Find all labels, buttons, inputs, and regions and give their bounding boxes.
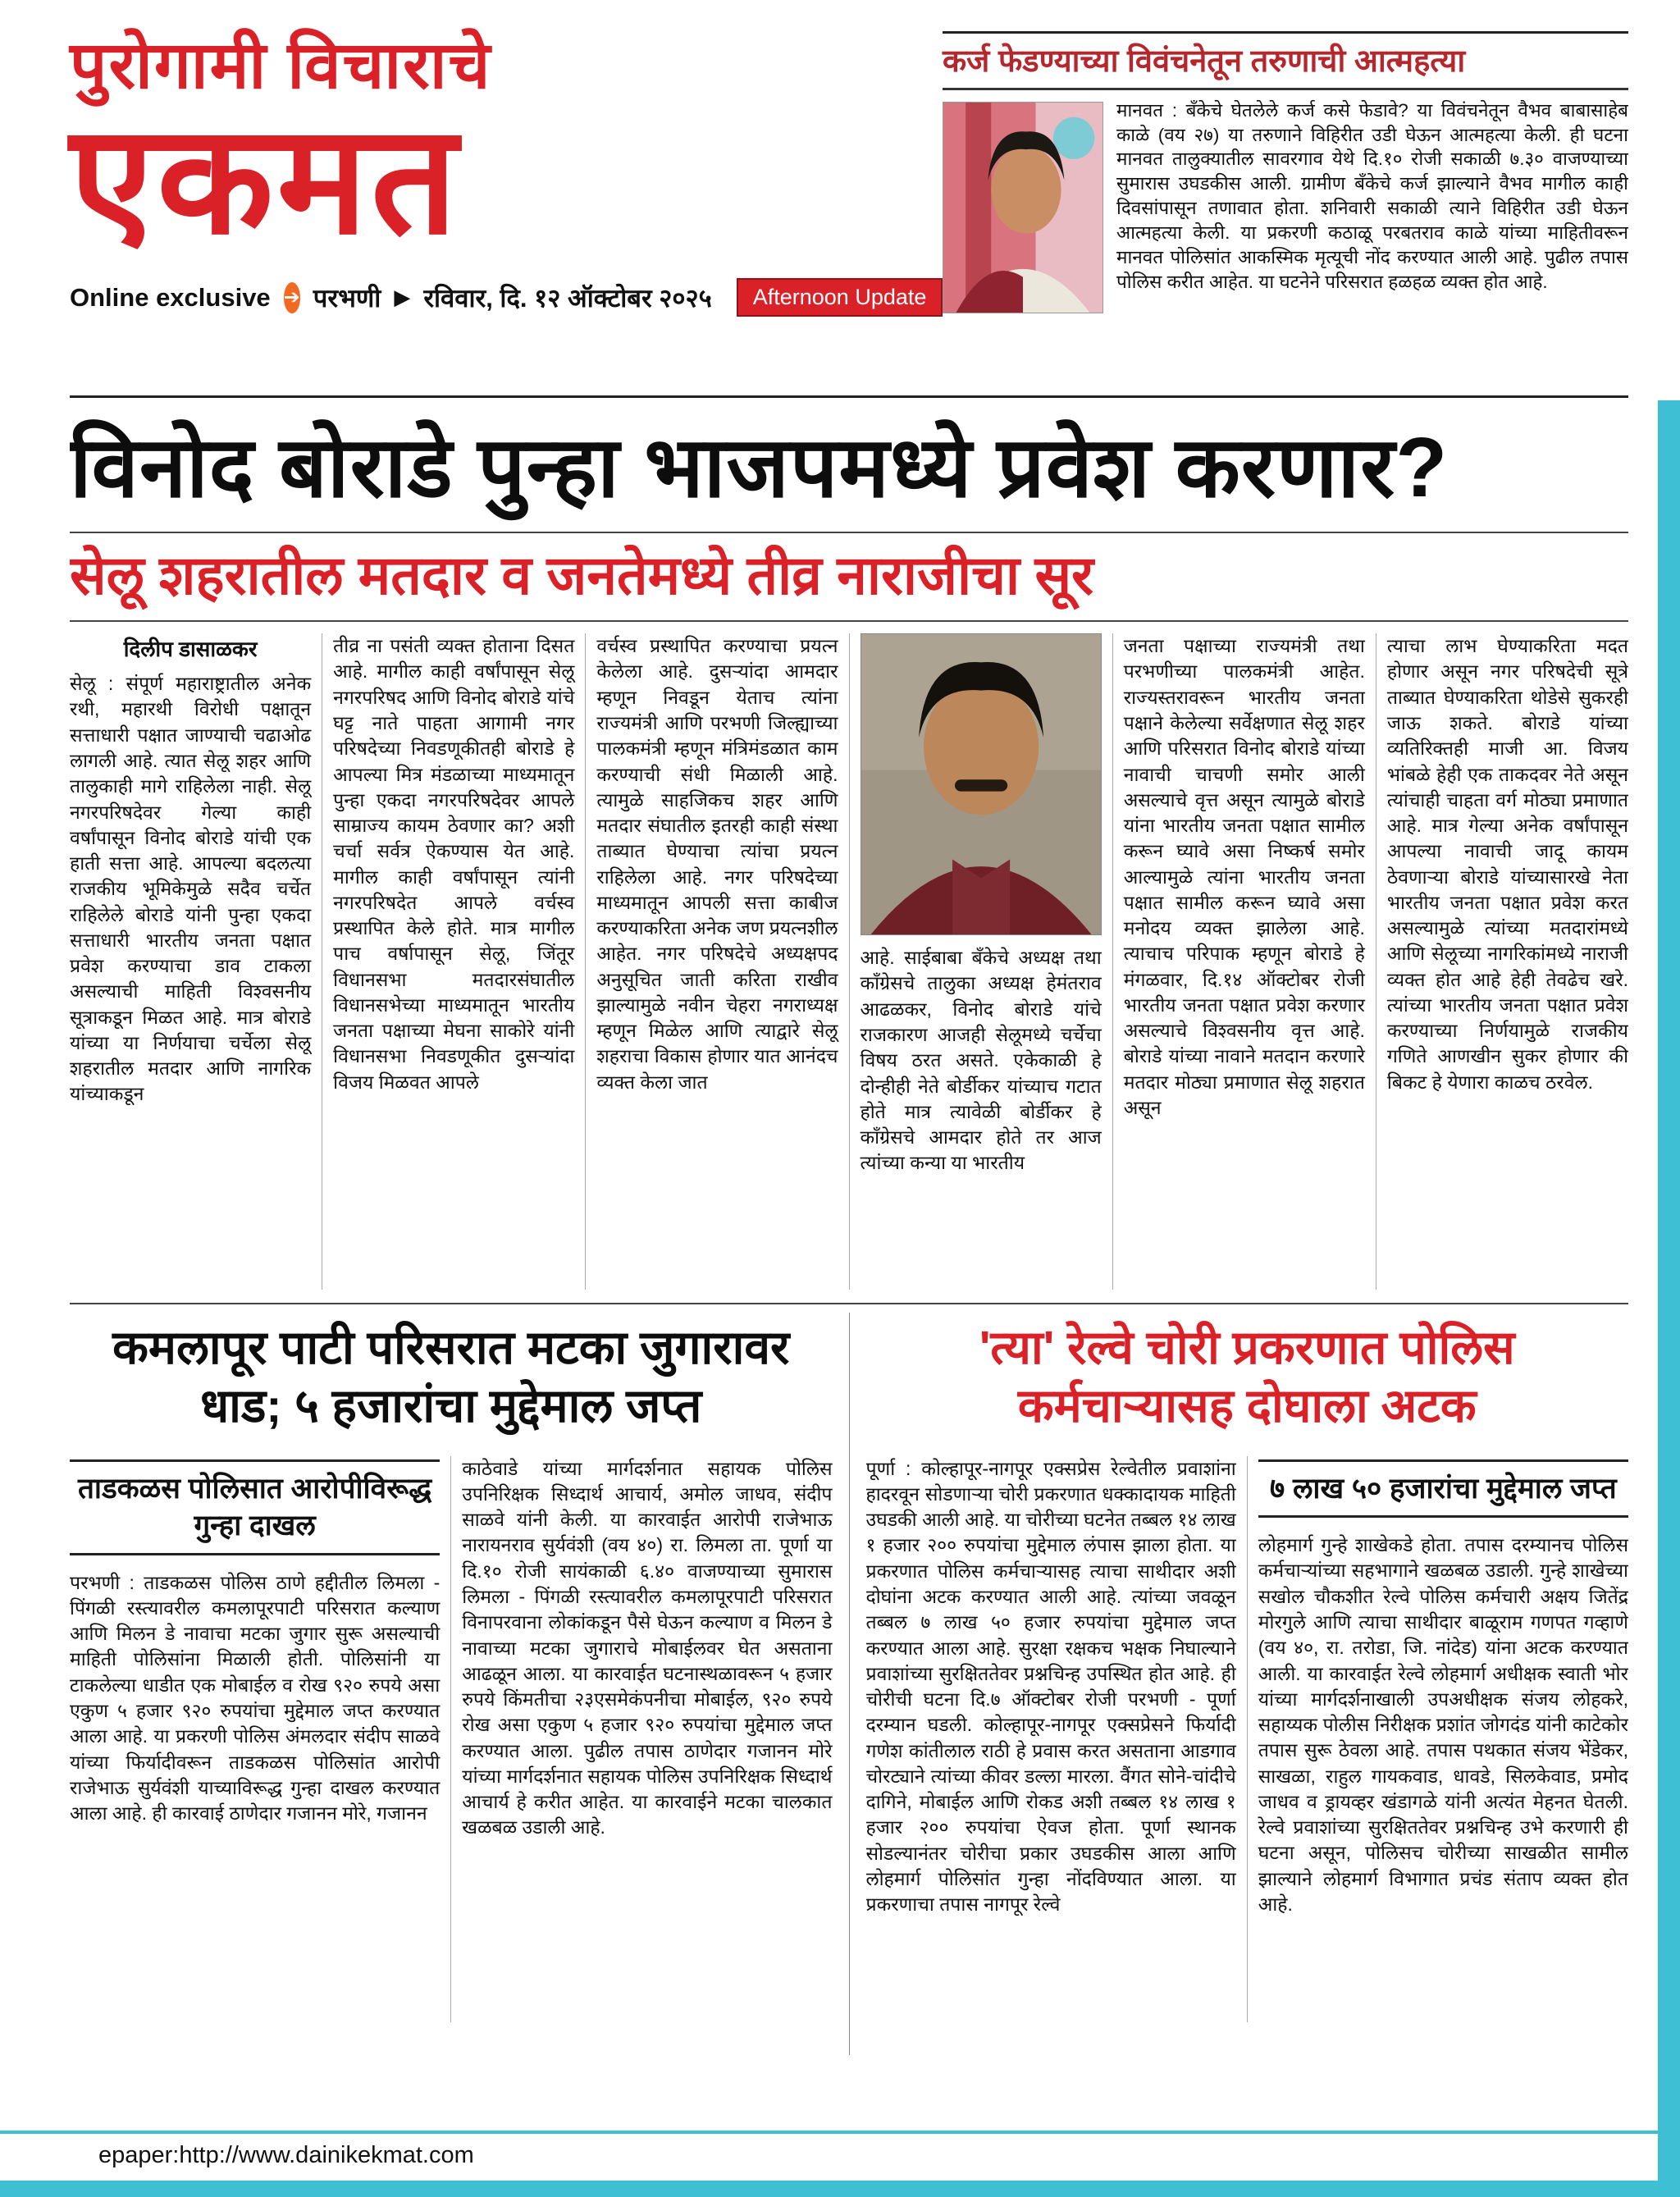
byline: दिलीप डासाळकर [123,637,258,662]
railway-column-1 [866,1456,1247,2022]
masthead [70,31,943,395]
railway-article-columns [866,1456,1629,2022]
matka-article-headline: कमलापूर पाटी परिसरात मटका जुगारावर धाड; ५ हजारांचा मुद्देमाल जप्त [112,1322,790,1433]
top-right-article [943,31,1628,395]
footer-top-line [0,2131,1680,2134]
sub-headline: सेलू शहरातील मतदार व जनतेमध्ये तीव्र नाराजीचा सूर [70,545,1094,606]
article-column-1 [70,633,322,1290]
article-column-4 [849,633,1112,1290]
footer [0,2131,1680,2197]
main-headline: विनोद बोराडे पुन्हा भाजपमध्ये प्रवेश करणार? [70,420,1449,514]
date-label: रविवार, दि. १२ ऑक्टोबर २०२५ [423,283,712,313]
masthead-title: एकमत [70,96,461,265]
subheadline-bottom-rule [70,620,1628,622]
column-text: काठेवाडे यांच्या मार्गदर्शनात सहायक पोलिस उपनिरिक्षक सिध्दार्थ आचार्य, अमोल जाधव, संदीप साळवे यांनी केली. या कारवाईत आरोपी राजेभाऊ नारायनराव सुर्यवंशी (वय ४०) रा. लिमला ता. पूर्णा या दि.१० रोजी सायंकाळी ६.४० वाजण्याच्या सुमारास लिमला - पिंगळी रस्त्यावरील कमलापूरपाटी परिसरात विनापरवाना लोकांकडून पैसे घेऊन कल्याण व मिलन डे नावाच्या मटका जुगाराचे मोबाईलवर घेत असताना आढळून आला. या कारवाईत घटनास्थळावरून ५ हजार रुपये किंमतीचा २३एसमेकंपनीचा मोबाईल, ९२० रुपये रोख असा एकुण ५ हजार ९२० रुपयांचा मुद्देमाल जप्त करण्यात आला. पुढील तपास ठाणेदार गजानन मोरे यांच्या मार्गदर्शनात सहायक पोलिस उपनिरिक्षक सिध्दार्थ आचार्य हे करीत आहेत. या कारवाईने मटका चालकात खळबळ उडाली आहे. [462,1457,833,1838]
column-text: त्याचा लाभ घेण्याकरिता मदत होणार असून नगर परिषदेची सूत्रे ताब्यात घेण्याकरिता थोडेसे सुकरही जाऊ शकते. बोराडे यांच्या व्यतिरिक्तही माजी आ. विजय भांबळे हेही एक ताकदवर नेते असून त्यांचाही चाहता वर्ग मोठ्या प्रमाणात आहे. मात्र गेल्या अनेक वर्षांपासून आपल्या नावाची जादू कायम ठेवणाऱ्या बोराडे यांच्यासारखे नेता भारतीय जनता पक्षात प्रवेश करत असल्यामुळे त्यांच्या मतदारांमध्ये आणि सेलूच्या नागरिकांमध्ये नाराजी व्यक्त होत आहे हेही तेवढेच खरे. त्यांच्या भारतीय जनता पक्षात प्रवेश करण्याच्या निर्णयामुळे राजकीय गणिते आणखीन सुकर होणार की बिकट हे येणारा काळच ठरवेल. [1386,635,1628,1093]
railway-column-2 [1247,1456,1628,2022]
matka-subhead-box [70,1459,440,1555]
article-column-2 [322,633,585,1290]
article-column-5 [1112,633,1376,1290]
triangle-icon: ▶ [394,285,411,309]
header [70,0,1628,395]
column-text: जनता पक्षाच्या राज्यमंत्री तथा परभणीच्या पालकमंत्री आहेत. राज्यस्तरावरून भारतीय जनता पक्षाने केलेल्या सर्वेक्षणात सेलू शहर आणि परिसरात विनोद बोराडे यांच्या नावाची चाचणी समोर आली असल्याचे वृत्त असून त्यामुळे बोराडे यांना भारतीय जनता पक्षात सामील करून घ्यावे असा निष्कर्ष समोर आल्यामुळे त्यांना भारतीय जनता पक्षात सामील करून घ्यावे असा मनोदय व्यक्त झालेला आहे. त्याचाच परिपाक म्हणून बोराडे हे मंगळवार, दि.१४ ऑक्टोबर रोजी भारतीय जनता पक्षात प्रवेश करणार असल्याचे विश्वसनीय वृत्त आहे. बोराडे यांच्या नावाने मतदान करणारे मतदार मोठ्या प्रमाणात सेलू शहरात असून [1123,635,1365,1118]
column-text: सेलू : संपूर्ण महाराष्ट्रातील अनेक रथी, महारथी विरोधी पक्षातून सत्ताधारी पक्षात जाण्याची चढाओढ लागली आहे. त्यात सेलू शहर आणि तालुकाही मागे राहिलेला नाही. सेलू नगरपरिषदेवर गेल्या काही वर्षांपासून विनोद बोराडे यांची एक हाती सत्ता आहे. आपल्या बदलत्या राजकीय भूमिकेमुळे सदैव चर्चेत राहिलेले बोराडे यांनी पुन्हा एकदा सत्ताधारी भारतीय जनता पक्षात प्रवेश करण्याचा डाव टाकला असल्याची माहिती विश्वसनीय सूत्राकडून मिळत आहे. मात्र बोराडे यांच्या या निर्णयाचा चर्चेला सेलू शहरातील मतदार आणि नागरिक यांच्याकडून [70,673,312,1105]
matka-raid-article [70,1313,849,2055]
main-article-columns [70,633,1628,1290]
column-text: पूर्णा : कोल्हापूर-नागपूर एक्सप्रेस रेल्वेतील प्रवाशांना हादरवून सोडणाऱ्या चोरी प्रकरणात धक्कादायक माहिती उघडकी आली आहे. या चोरीच्या घटनेत तब्बल १४ लाख १ हजार २०० रुपयांचा मुद्देमाल लंपास झाला होता. या प्रकरणात पोलिस कर्मचाऱ्यासह त्याचा साथीदार अशी दोघांना अटक करण्यात आली आहे. त्यांच्या जवळून तब्बल ७ लाख ५० हजार रुपयांचा मुद्देमाल जप्त करण्यात आला आहे. सुरक्षा रक्षकच भक्षक निघाल्याने प्रवाशांच्या सुरक्षिततेवर प्रश्नचिन्ह उपस्थित होत आहे. ही चोरीची घटना दि.७ ऑक्टोबर रोजी परभणी - पूर्णा दरम्यान घडली. कोल्हापूर-नागपूर एक्सप्रेसने फिर्यादी गणेश कांतीलाल राठी हे प्रवास करत असताना आडगाव चोरट्याने त्यांच्या कीवर डल्ला मारला. वैंगत सोने-चांदीचे दागिने, मोबाईल आणि रोकड अशी तब्बल १४ लाख १ हजार २०० रुपयांचा ऐवज होता. पूर्णा स्थानक सोडल्यानंतर चोरीचा प्रकार उघडकीस आला आणि लोहमार्ग पोलिसांत गुन्हा नोंदविण्यात आला. या प्रकरणाचा तपास नागपूर रेल्वे [865,1457,1236,1916]
afternoon-update-badge: Afternoon Update [737,278,943,317]
article-column-3 [585,633,848,1290]
top-article-headline: कर्ज फेडण्याच्या विवंचनेतून तरुणाची आत्महत्या [943,43,1628,90]
circle-arrow-icon: ➔ [284,282,300,313]
matka-subhead: ताडकळस पोलिसात आरोपीविरूद्ध गुन्हा दाखल [77,1472,432,1542]
matka-article-columns [70,1456,833,2022]
epaper-link[interactable]: epaper:http://www.dainikekmat.com [98,2142,474,2168]
column-text: तीव्र ना पसंती व्यक्त होताना दिसत आहे. मागील काही वर्षांपासून सेलू नगरपरिषद आणि विनोद बोराडे यांचे घट्ट नाते पाहता आगामी नगर परिषदेच्या निवडणूकीतही बोराडे हे आपल्या मित्र मंडळाच्या माध्यमातून पुन्हा एकदा नगरपरिषदेवर आपले साम्राज्य कायम ठेवणार का? अशी चर्चा सर्वत्र ऐकण्यास येत आहे. मागील काही वर्षांपासून त्यांनी नगरपरिषदेत आपले वर्चस्व प्रस्थापित केले होते. मात्र मागील पाच वर्षापासून सेलू, जिंतूर विधानसभा मतदारसंघातील विधानसभेच्या माध्यमातून भारतीय जनता पक्षाच्या मेघना साकोरे यांनी विधानसभा निवडणूकीत दुसऱ्यांदा विजय मिळवत आपले [333,635,575,1093]
matka-column-1 [70,1456,450,2022]
railway-article-headline: 'त्या' रेल्वे चोरी प्रकरणात पोलिस कर्मचाऱ्यासह दोघाला अटक [979,1322,1515,1433]
location-label: परभणी [313,283,381,313]
bottom-section [70,1313,1628,2055]
railway-theft-article [849,1313,1629,2055]
online-exclusive-label: Online exclusive [70,282,271,312]
column-text: वर्चस्व प्रस्थापित करण्याचा प्रयत्न केलेला आहे. दुसऱ्यांदा आमदार म्हणून निवडून येताच त्यांना राज्यमंत्री आणि परभणी जिल्ह्याच्या पालकमंत्री म्हणून मंत्रिमंडळात काम करण्याची संधी मिळाली आहे. त्यामुळे साहजिकच शहर आणि मतदार संघातील इतरही काही संस्था ताब्यात घेण्याचा त्यांचा प्रयत्न राहिलेला आहे. नगर परिषदेच्या माध्यमातून आपली सत्ता काबीज करण्याकरिता अनेक जण प्रयत्नशील आहेत. नगर परिषदेचे अध्यक्षपद अनुसूचित जाती करिता राखीव झाल्यामुळे नवीन चेहरा नगराध्यक्ष म्हणून मिळेल आणि त्याद्वारे सेलू शहराचा विकास होणार यात आनंदच व्यक्त केला जात [596,635,838,1093]
column-text: लोहमार्ग गुन्हे शाखेकडे होता. तपास दरम्यानच पोलिस कर्मचाऱ्यांच्या सहभागाने खळबळ उडाली. गुन्हे शाखेच्या सखोल चौकशीत रेल्वे पोलिस कर्मचारी अक्षय जितेंद्र मोरगुले आणि त्याचा साथीदार बाळूराम गणपत गव्हाणे (वय ४०, रा. तरोडा, जि. नांदेड) यांना अटक करण्यात आली. या कारवाईत रेल्वे लोहमार्ग अधीक्षक स्वाती भोर यांच्या मार्गदर्शनाखाली उपअधीक्षक संजय लोहकरे, सहाय्यक पोलीस निरीक्षक प्रशांत जोगदंड यांनी काटेकोर तपास सुरू ठेवला आहे. तपास पथकात संजय भेंडेकर, साखळा, राहुल गायकवाड, धावडे, सिलकेवाड, प्रमोद जाधव व ड्रायव्हर खंडागळे यांनी अत्यंत मेहनत घेतली. रेल्वे प्रवाशांच्या सुरक्षिततेवर प्रश्नचिन्ह उभे करणारी ही घटना असून, पोलिसच चोरीच्या साखळीत सामील झाल्याने लोहमार्ग विभागात प्रचंड संताप व्यक्त होत आहे. [1258,1534,1628,1915]
railway-subhead-box [1258,1459,1628,1519]
right-edge-bar [1658,400,1680,2197]
mid-divider [70,1303,1628,1304]
info-bar [70,278,943,317]
top-article-body-wrap [943,98,1628,394]
column-text: परभणी : ताडकळस पोलिस ठाणे हद्दीतील लिमला - पिंगळी रस्त्यावरील कमलापूरपाटी परिसरात कल्याण आणि मिलन डे नावाचा मटका जुगार सुरू असल्याची माहिती पोलिसांना मिळाली होती. पोलिसांनी या टाकलेल्या धाडीत एक मोबाईल व रोख ९२० रुपये असा एकुण ५ हजार ९२० रुपयांचा मुद्देमाल जप्त करण्यात आला आहे. या प्रकरणी पोलिस अंमलदार संदीप साळवे यांच्या फिर्यादीवरून ताडकळस पोलिसांत आरोपी राजेभाऊ सुर्यवंशी याच्याविरूद्ध गुन्हा दाखल करण्यात आला आहे. ही कारवाई ठाणेदार गजानन मोरे, गजानन [70,1571,441,1825]
matka-column-2 [450,1456,832,2022]
footer-bottom-bar [0,2181,1680,2197]
article-column-6 [1376,633,1628,1290]
column-text: आहे. साईबाबा बँकेचे अध्यक्ष तथा काँग्रेसचे तालुका अध्यक्ष हेमंतराव आढळकर, विनोद बोराडे यांचे राजकारण आजही सेलूमध्ये चर्चेचा विषय ठरत असते. एकेकाळी हे दोन्हीही नेते बोर्डीकर यांच्याच गटात होते मात्र त्यावेळी बोर्डीकर हे काँग्रेसचे आमदार होते तर आज त्यांच्या कन्या या भारतीय [860,947,1102,1174]
vinod-borade-photo [861,633,1102,935]
masthead-tagline: पुरोगामी विचाराचे [70,29,492,102]
young-man-photo [943,102,1103,313]
railway-subhead: ७ लाख ५० हजारांचा मुद्देमाल जप्त [1270,1472,1617,1505]
top-article-body: मानवत : बँकेचे घेतलेले कर्ज कसे फेडावे? या विवंचनेतून वैभव बाबासाहेब काळे (वय २७) या तरुणाने विहिरीत उडी घेऊन आत्महत्या केली. ही घटना मानवत तालुक्यातील सावरगाव येथे दि.१० रोजी सकाळी ७.३० वाजण्याच्या सुमारास उघडकीस आली. ग्रामीण बँकेचे कर्ज झाल्याने वैभव मागील काही दिवसांपासून तणावात होता. शनिवारी सकाळी त्याने विहिरीत उडी घेऊन आत्महत्या केली. या प्रकरणी कठाळू परबतराव काळे यांच्या माहितीवरून मानवत पोलिसांत आकस्मिक मृत्यूची नोंद करण्यात आली आहे. पुढील तपास पोलिस करीत आहेत. या घटनेने परिसरात हळहळ व्यक्त होत आहे. [1116,99,1628,293]
